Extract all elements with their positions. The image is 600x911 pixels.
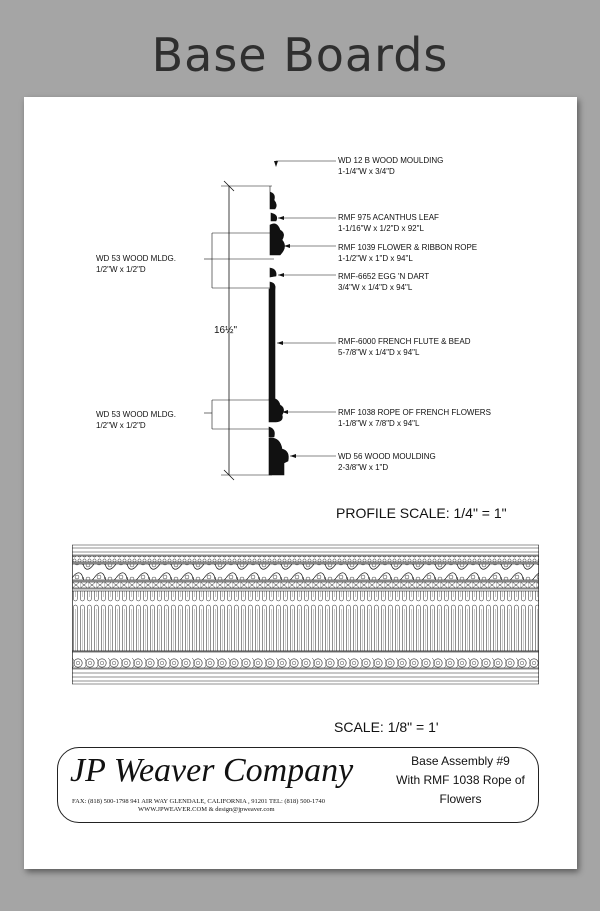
profile-drawing xyxy=(24,97,577,497)
right-label-rmf6000 xyxy=(338,336,470,358)
right-label-wd56 xyxy=(338,451,436,473)
left-label-wd53-bottom xyxy=(96,409,176,431)
right-label-name: RMF-6652 EGG 'N DART xyxy=(338,272,430,281)
left-label-name: WD 53 WOOD MLDG. xyxy=(96,254,177,263)
assembly-line-3: Flowers xyxy=(439,792,482,806)
assembly-title xyxy=(388,752,533,809)
drawing-sheet xyxy=(24,97,577,869)
right-label-rmf1039 xyxy=(338,242,477,264)
right-label-name: RMF 975 ACANTHUS LEAF xyxy=(338,213,439,222)
profile-scale-label: PROFILE SCALE: 1/4" = 1" xyxy=(336,505,507,521)
baseboard-elevation xyxy=(72,543,539,687)
right-label-wd12b xyxy=(338,155,443,177)
right-label-name: WD 12 B WOOD MOULDING xyxy=(338,156,444,165)
company-logo: JP Weaver Company xyxy=(70,752,354,789)
left-label-name: WD 53 WOOD MLDG. xyxy=(96,410,177,419)
contact-info-line1: FAX: (818) 500-1798 941 AIR WAY GLENDALE, CALIFORNIA , 91201 TEL: (818) 500-1740 xyxy=(72,798,326,805)
right-label-name: RMF 1038 ROPE OF FRENCH FLOWERS xyxy=(338,408,491,417)
right-label-size: 2-3/8"W x 1"D xyxy=(338,463,389,472)
right-label-rmf975 xyxy=(338,212,439,234)
right-label-rmf6652 xyxy=(338,271,429,293)
height-dimension-label: 16½" xyxy=(214,325,238,336)
right-label-size: 5-7/8"W x 1/4"D x 94"L xyxy=(338,348,420,357)
elevation-scale-label: SCALE: 1/8" = 1' xyxy=(334,719,439,735)
contact-info-line2: WWW.JPWEAVER.COM & design@jpweaver.com xyxy=(138,806,275,813)
right-label-rmf1038 xyxy=(338,407,491,429)
left-label-size: 1/2"W x 1/2"D xyxy=(96,421,146,430)
assembly-line-2: With RMF 1038 Rope of xyxy=(396,773,525,787)
title-block xyxy=(57,747,539,823)
right-label-size: 1-1/16"W x 1/2"D x 92"L xyxy=(338,224,424,233)
left-label-wd53-top xyxy=(96,253,176,275)
assembly-line-1: Base Assembly #9 xyxy=(411,754,510,768)
right-label-size: 3/4"W x 1/4"D x 94"L xyxy=(338,283,413,292)
left-label-size: 1/2"W x 1/2"D xyxy=(96,265,146,274)
right-label-size: 1-1/4"W x 3/4"D xyxy=(338,167,395,176)
right-label-name: RMF-6000 FRENCH FLUTE & BEAD xyxy=(338,337,471,346)
page-title: Base Boards xyxy=(151,28,449,82)
right-label-name: RMF 1039 FLOWER & RIBBON ROPE xyxy=(338,243,478,252)
right-label-size: 1-1/2"W x 1"D x 94"L xyxy=(338,254,413,263)
right-label-name: WD 56 WOOD MOULDING xyxy=(338,452,436,461)
right-label-size: 1-1/8"W x 7/8"D x 94"L xyxy=(338,419,420,428)
